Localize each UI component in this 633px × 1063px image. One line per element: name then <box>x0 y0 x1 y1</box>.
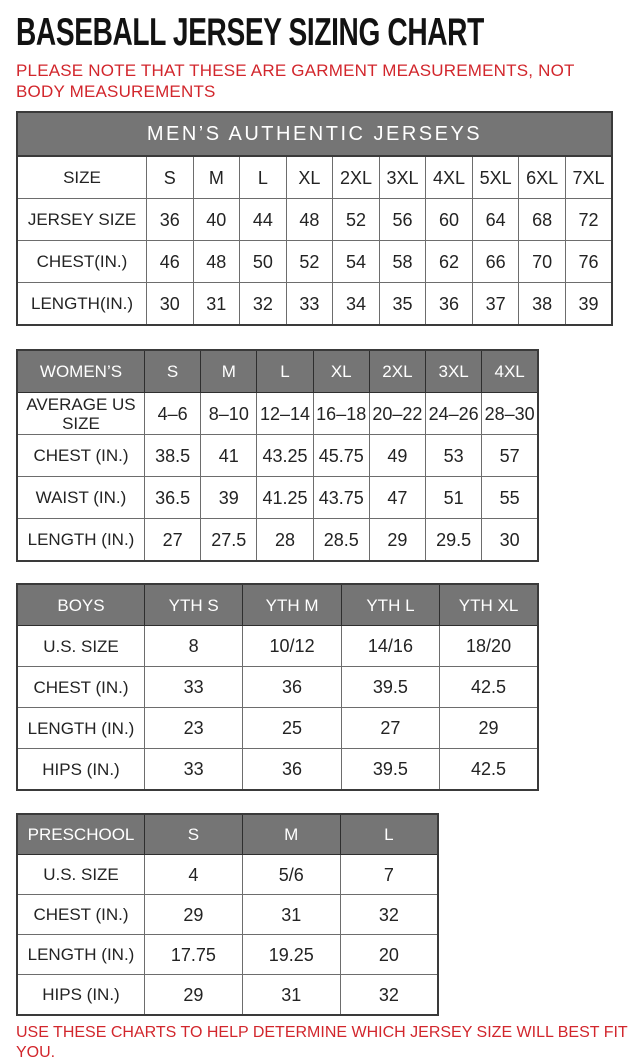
size-value-cell: 39 <box>201 477 257 519</box>
size-value-cell: 7XL <box>565 156 612 199</box>
measurement-row <box>17 393 538 435</box>
size-header-cell: S <box>145 814 243 855</box>
size-value-cell: 56 <box>379 199 426 241</box>
size-value-cell: 37 <box>472 283 519 326</box>
size-value-cell: 14/16 <box>341 626 439 667</box>
size-header-cell: YTH XL <box>440 584 538 626</box>
size-value-cell: 29.5 <box>426 519 482 562</box>
size-header-cell: S <box>145 350 201 393</box>
size-value-cell: 4XL <box>426 156 473 199</box>
mens-section-banner: MEN’S AUTHENTIC JERSEYS <box>16 111 613 155</box>
measurement-row <box>17 935 438 975</box>
size-value-cell: 29 <box>145 975 243 1016</box>
size-value-cell: 31 <box>242 975 340 1016</box>
size-value-cell: 66 <box>472 241 519 283</box>
size-value-cell: 28–30 <box>482 393 538 435</box>
mens-size-table <box>16 155 613 326</box>
size-header-cell: M <box>201 350 257 393</box>
size-value-cell: 28.5 <box>313 519 369 562</box>
preschool-size-table <box>16 813 439 1016</box>
boys-size-table <box>16 583 539 791</box>
size-value-cell: 24–26 <box>426 393 482 435</box>
size-value-cell: 38 <box>519 283 566 326</box>
size-value-cell: 39.5 <box>341 749 439 791</box>
measurement-row <box>17 749 538 791</box>
size-value-cell: S <box>147 156 194 199</box>
size-value-cell: 49 <box>369 435 425 477</box>
size-value-cell: XL <box>286 156 333 199</box>
size-value-cell: 39.5 <box>341 667 439 708</box>
size-value-cell: 18/20 <box>440 626 538 667</box>
size-value-cell: 28 <box>257 519 313 562</box>
size-value-cell: 52 <box>286 241 333 283</box>
row-label-cell: AVERAGE US SIZE <box>17 393 145 435</box>
size-value-cell: 58 <box>379 241 426 283</box>
size-value-cell: 62 <box>426 241 473 283</box>
size-value-cell: 30 <box>147 283 194 326</box>
size-value-cell: 36.5 <box>145 477 201 519</box>
size-value-cell: 16–18 <box>313 393 369 435</box>
size-header-cell: 4XL <box>482 350 538 393</box>
size-header-row <box>17 350 538 393</box>
row-label-cell: CHEST (IN.) <box>17 667 145 708</box>
row-label-cell: U.S. SIZE <box>17 855 145 895</box>
size-value-cell: 12–14 <box>257 393 313 435</box>
size-value-cell: 32 <box>340 895 438 935</box>
size-value-cell: 29 <box>369 519 425 562</box>
size-value-cell: 54 <box>333 241 380 283</box>
size-value-cell: 42.5 <box>440 667 538 708</box>
size-value-cell: 36 <box>243 749 341 791</box>
row-label-cell: LENGTH (IN.) <box>17 708 145 749</box>
row-label-cell: HIPS (IN.) <box>17 975 145 1016</box>
size-value-cell: 51 <box>426 477 482 519</box>
size-value-cell: 76 <box>565 241 612 283</box>
group-title-cell: PRESCHOOL <box>17 814 145 855</box>
fit-advice-note: USE THESE CHARTS TO HELP DETERMINE WHICH JERSEY SIZE WILL BEST FIT YOU. <box>16 1024 628 1061</box>
measurement-row <box>17 435 538 477</box>
size-value-cell: 44 <box>240 199 287 241</box>
size-value-cell: 31 <box>193 283 240 326</box>
size-header-cell: 3XL <box>426 350 482 393</box>
size-value-cell: 46 <box>147 241 194 283</box>
size-header-cell: L <box>257 350 313 393</box>
size-value-cell: 23 <box>145 708 243 749</box>
size-value-cell: 50 <box>240 241 287 283</box>
size-value-cell: 5/6 <box>242 855 340 895</box>
measurement-row <box>17 199 612 241</box>
measurement-row <box>17 626 538 667</box>
row-label-cell: SIZE <box>17 156 147 199</box>
row-label-cell: U.S. SIZE <box>17 626 145 667</box>
size-value-cell: 36 <box>147 199 194 241</box>
measurement-row <box>17 855 438 895</box>
size-header-cell: XL <box>313 350 369 393</box>
size-value-cell: 48 <box>286 199 333 241</box>
size-value-cell: 39 <box>565 283 612 326</box>
garment-measurement-note: PLEASE NOTE THAT THESE ARE GARMENT MEASUREMENTS, NOT BODY MEASUREMENTS <box>16 61 575 102</box>
measurement-row <box>17 283 612 326</box>
size-value-cell: 38.5 <box>145 435 201 477</box>
size-value-cell: 60 <box>426 199 473 241</box>
size-value-cell: M <box>193 156 240 199</box>
size-value-cell: 8 <box>145 626 243 667</box>
size-header-cell: YTH L <box>341 584 439 626</box>
size-value-cell: 27 <box>145 519 201 562</box>
size-value-cell: 27 <box>341 708 439 749</box>
size-value-cell: 45.75 <box>313 435 369 477</box>
row-label-cell: CHEST(IN.) <box>17 241 147 283</box>
size-value-cell: 6XL <box>519 156 566 199</box>
size-value-cell: 8–10 <box>201 393 257 435</box>
size-value-cell: 32 <box>240 283 287 326</box>
size-value-cell: 10/12 <box>243 626 341 667</box>
size-value-cell: 41.25 <box>257 477 313 519</box>
size-value-cell: 42.5 <box>440 749 538 791</box>
size-value-cell: 20–22 <box>369 393 425 435</box>
size-value-cell: 70 <box>519 241 566 283</box>
row-label-cell: LENGTH (IN.) <box>17 519 145 562</box>
size-value-cell: 40 <box>193 199 240 241</box>
size-value-cell: 2XL <box>333 156 380 199</box>
size-header-cell: L <box>340 814 438 855</box>
size-value-cell: L <box>240 156 287 199</box>
size-value-cell: 36 <box>243 667 341 708</box>
size-value-cell: 30 <box>482 519 538 562</box>
size-value-cell: 3XL <box>379 156 426 199</box>
size-value-cell: 4–6 <box>145 393 201 435</box>
size-value-cell: 33 <box>145 667 243 708</box>
row-label-cell: WAIST (IN.) <box>17 477 145 519</box>
size-header-row <box>17 814 438 855</box>
size-value-cell: 29 <box>440 708 538 749</box>
size-value-cell: 53 <box>426 435 482 477</box>
size-value-cell: 43.75 <box>313 477 369 519</box>
measurement-row <box>17 241 612 283</box>
womens-size-table <box>16 349 539 562</box>
page-title <box>16 12 633 56</box>
size-value-cell: 32 <box>340 975 438 1016</box>
row-label-cell: CHEST (IN.) <box>17 435 145 477</box>
size-value-cell: 5XL <box>472 156 519 199</box>
size-value-cell: 34 <box>333 283 380 326</box>
size-value-cell: 48 <box>193 241 240 283</box>
row-label-cell: HIPS (IN.) <box>17 749 145 791</box>
size-value-cell: 31 <box>242 895 340 935</box>
size-header-cell: YTH M <box>243 584 341 626</box>
measurement-row <box>17 975 438 1016</box>
size-value-cell: 55 <box>482 477 538 519</box>
group-title-cell: WOMEN’S <box>17 350 145 393</box>
size-value-cell: 36 <box>426 283 473 326</box>
size-value-cell: 57 <box>482 435 538 477</box>
row-label-cell: JERSEY SIZE <box>17 199 147 241</box>
size-value-cell: 29 <box>145 895 243 935</box>
size-value-cell: 35 <box>379 283 426 326</box>
size-value-cell: 27.5 <box>201 519 257 562</box>
size-header-row <box>17 584 538 626</box>
size-value-cell: 25 <box>243 708 341 749</box>
size-value-cell: 33 <box>286 283 333 326</box>
size-value-cell: 72 <box>565 199 612 241</box>
size-value-cell: 43.25 <box>257 435 313 477</box>
size-value-cell: 4 <box>145 855 243 895</box>
measurement-row <box>17 708 538 749</box>
row-label-cell: LENGTH (IN.) <box>17 935 145 975</box>
measurement-row <box>17 519 538 562</box>
measurement-row <box>17 477 538 519</box>
measurement-row <box>17 156 612 199</box>
size-value-cell: 33 <box>145 749 243 791</box>
row-label-cell: CHEST (IN.) <box>17 895 145 935</box>
size-value-cell: 52 <box>333 199 380 241</box>
size-header-cell: YTH S <box>145 584 243 626</box>
size-value-cell: 20 <box>340 935 438 975</box>
measurement-row <box>17 895 438 935</box>
size-value-cell: 47 <box>369 477 425 519</box>
size-value-cell: 17.75 <box>145 935 243 975</box>
size-value-cell: 19.25 <box>242 935 340 975</box>
row-label-cell: LENGTH(IN.) <box>17 283 147 326</box>
size-value-cell: 64 <box>472 199 519 241</box>
size-header-cell: M <box>242 814 340 855</box>
group-title-cell: BOYS <box>17 584 145 626</box>
measurement-row <box>17 667 538 708</box>
size-header-cell: 2XL <box>369 350 425 393</box>
size-value-cell: 41 <box>201 435 257 477</box>
page-title-text: BASEBALL JERSEY SIZING CHART <box>16 11 484 54</box>
size-value-cell: 7 <box>340 855 438 895</box>
size-value-cell: 68 <box>519 199 566 241</box>
